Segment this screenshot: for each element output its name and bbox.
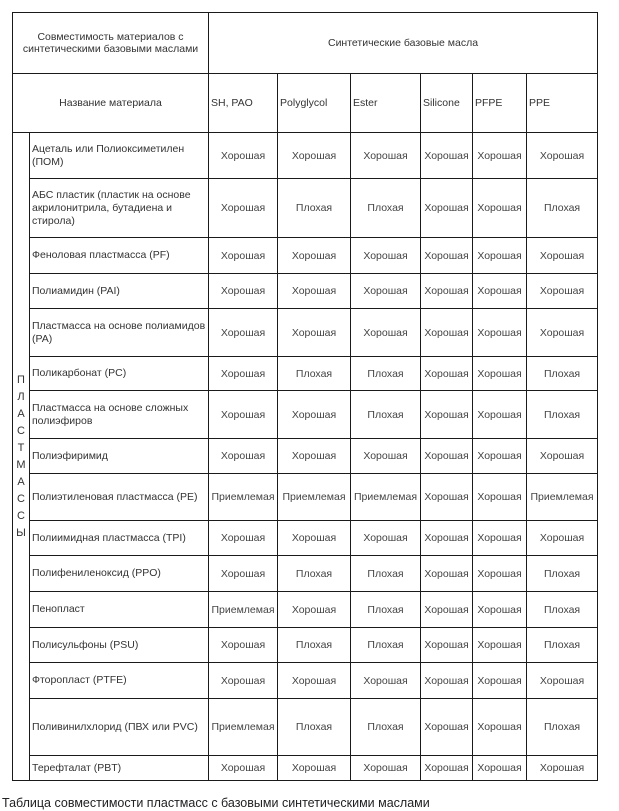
material-name: Полифениленоксид (PPO) [30, 556, 209, 592]
table-row [13, 628, 598, 663]
oil-header-silicone: Silicone [421, 74, 473, 133]
side-label-letter: С [17, 425, 25, 437]
compatibility-value: Хорошая [278, 274, 351, 309]
table-row [13, 699, 598, 756]
compatibility-value: Хорошая [473, 556, 527, 592]
oils-group-header: Синтетические базовые масла [209, 13, 598, 74]
side-label-letters [16, 374, 26, 539]
compatibility-value: Плохая [527, 699, 598, 756]
side-label-letter: А [17, 476, 25, 488]
oil-header-polyglycol: Polyglycol [278, 74, 351, 133]
compatibility-value: Хорошая [209, 309, 278, 357]
side-label-letter: Ы [16, 527, 26, 539]
compatibility-value: Хорошая [351, 274, 421, 309]
compatibility-value: Приемлемая [209, 699, 278, 756]
table-row [13, 474, 598, 521]
compatibility-value: Хорошая [527, 663, 598, 699]
compatibility-value: Хорошая [209, 274, 278, 309]
material-name: Феноловая пластмасса (PF) [30, 238, 209, 274]
oil-header-ppe: PPE [527, 74, 598, 133]
compatibility-value: Хорошая [421, 133, 473, 179]
compatibility-value: Хорошая [527, 274, 598, 309]
side-label-letter: Л [17, 391, 25, 403]
compatibility-value: Хорошая [209, 756, 278, 781]
compatibility-value: Хорошая [527, 439, 598, 474]
side-label-letter: А [17, 408, 25, 420]
table-row [13, 179, 598, 238]
compatibility-value: Хорошая [351, 133, 421, 179]
header-row-top [13, 13, 598, 74]
table-row [13, 439, 598, 474]
compatibility-value: Хорошая [421, 628, 473, 663]
compatibility-value: Плохая [527, 357, 598, 391]
material-name: Пластмасса на основе полиамидов (PA) [30, 309, 209, 357]
side-label-letter: С [17, 510, 25, 522]
compatibility-value: Плохая [351, 179, 421, 238]
side-label-letter: П [17, 374, 25, 386]
compatibility-value: Хорошая [351, 238, 421, 274]
material-column-header: Название материала [13, 74, 209, 133]
table-row [13, 357, 598, 391]
material-name: Ацеталь или Полиоксиметилен (ПОМ) [30, 133, 209, 179]
compatibility-value: Хорошая [278, 439, 351, 474]
compatibility-value: Плохая [527, 556, 598, 592]
oil-header-pfpe: PFPE [473, 74, 527, 133]
compatibility-value: Хорошая [351, 521, 421, 556]
compatibility-value: Плохая [278, 179, 351, 238]
compatibility-value: Хорошая [527, 133, 598, 179]
compatibility-value: Хорошая [278, 391, 351, 439]
header-row-oils [13, 74, 598, 133]
material-name: Полисульфоны (PSU) [30, 628, 209, 663]
table-row [13, 521, 598, 556]
compatibility-value: Хорошая [351, 663, 421, 699]
compatibility-value: Хорошая [473, 699, 527, 756]
compatibility-value: Плохая [527, 391, 598, 439]
table-row [13, 592, 598, 628]
compatibility-value: Хорошая [421, 391, 473, 439]
compatibility-table [12, 12, 598, 781]
compatibility-value: Хорошая [527, 238, 598, 274]
compatibility-value: Хорошая [278, 592, 351, 628]
side-label-letter: С [17, 493, 25, 505]
compatibility-value: Плохая [351, 592, 421, 628]
material-name: Полиэфиримид [30, 439, 209, 474]
compatibility-value: Хорошая [421, 663, 473, 699]
compatibility-value: Хорошая [209, 391, 278, 439]
oil-header-sh-pao: SH, PAO [209, 74, 278, 133]
compatibility-value: Хорошая [473, 357, 527, 391]
material-name: Фторопласт (PTFE) [30, 663, 209, 699]
compatibility-value: Хорошая [278, 238, 351, 274]
material-name: Поликарбонат (PC) [30, 357, 209, 391]
table-row [13, 133, 598, 179]
compatibility-value: Хорошая [278, 663, 351, 699]
table-row [13, 756, 598, 781]
compatibility-value: Хорошая [473, 309, 527, 357]
compatibility-value: Хорошая [421, 756, 473, 781]
table-corner-title: Совместимость материалов с синтетическими базовыми маслами [13, 13, 209, 74]
material-name: Пенопласт [30, 592, 209, 628]
compatibility-value: Приемлемая [351, 474, 421, 521]
compatibility-value: Хорошая [421, 474, 473, 521]
compatibility-value: Хорошая [351, 309, 421, 357]
compatibility-value: Хорошая [209, 521, 278, 556]
compatibility-value: Хорошая [421, 592, 473, 628]
material-name: Полиимидная пластмасса (TPI) [30, 521, 209, 556]
compatibility-value: Хорошая [351, 756, 421, 781]
table-row [13, 274, 598, 309]
compatibility-value: Хорошая [421, 699, 473, 756]
compatibility-value: Плохая [351, 556, 421, 592]
compatibility-value: Хорошая [209, 556, 278, 592]
compatibility-value: Плохая [278, 699, 351, 756]
compatibility-value: Приемлемая [209, 592, 278, 628]
side-label-letter: М [16, 459, 26, 471]
compatibility-value: Хорошая [473, 238, 527, 274]
compatibility-value: Хорошая [473, 592, 527, 628]
material-name: Поливинилхлорид (ПВХ или PVC) [30, 699, 209, 756]
compatibility-value: Хорошая [473, 474, 527, 521]
compatibility-value: Плохая [527, 592, 598, 628]
compatibility-value: Хорошая [209, 628, 278, 663]
plastics-side-label [13, 133, 30, 781]
compatibility-value: Плохая [527, 179, 598, 238]
table-caption: Таблица совместимости пластмасс с базовыми синтетическими маслами [2, 796, 430, 810]
table-row [13, 391, 598, 439]
compatibility-value: Хорошая [473, 521, 527, 556]
compatibility-value: Хорошая [209, 238, 278, 274]
oil-header-ester: Ester [351, 74, 421, 133]
table-row [13, 238, 598, 274]
compatibility-value: Хорошая [473, 274, 527, 309]
compatibility-value: Хорошая [351, 439, 421, 474]
compatibility-value: Хорошая [421, 556, 473, 592]
compatibility-value: Приемлемая [527, 474, 598, 521]
compatibility-value: Хорошая [527, 756, 598, 781]
material-name: АБС пластик (пластик на основе акрилонитрила, бутадиена и стирола) [30, 179, 209, 238]
compatibility-value: Хорошая [421, 521, 473, 556]
side-label-letter: Т [17, 442, 25, 454]
compatibility-value: Хорошая [473, 179, 527, 238]
material-name: Терефталат (PBT) [30, 756, 209, 781]
compatibility-value: Хорошая [209, 179, 278, 238]
compatibility-value: Хорошая [421, 274, 473, 309]
compatibility-value: Хорошая [473, 628, 527, 663]
compatibility-value: Хорошая [473, 663, 527, 699]
compatibility-value: Плохая [351, 628, 421, 663]
compatibility-value: Плохая [278, 628, 351, 663]
compatibility-value: Хорошая [278, 521, 351, 556]
compatibility-value: Хорошая [278, 309, 351, 357]
compatibility-value: Хорошая [473, 439, 527, 474]
compatibility-value: Хорошая [421, 357, 473, 391]
compatibility-value: Плохая [278, 357, 351, 391]
compatibility-value: Плохая [527, 628, 598, 663]
compatibility-value: Плохая [351, 391, 421, 439]
compatibility-value: Хорошая [473, 756, 527, 781]
compatibility-value: Хорошая [421, 309, 473, 357]
compatibility-value: Хорошая [209, 357, 278, 391]
compatibility-value: Хорошая [421, 179, 473, 238]
compatibility-value: Плохая [351, 357, 421, 391]
compatibility-value: Хорошая [527, 309, 598, 357]
compatibility-value: Плохая [351, 699, 421, 756]
compatibility-value: Хорошая [278, 756, 351, 781]
compatibility-value: Хорошая [209, 133, 278, 179]
compatibility-value: Плохая [278, 556, 351, 592]
table-row [13, 556, 598, 592]
material-name: Полиамидин (PAI) [30, 274, 209, 309]
compatibility-value: Хорошая [209, 663, 278, 699]
compatibility-value: Хорошая [421, 439, 473, 474]
compatibility-value: Хорошая [278, 133, 351, 179]
compatibility-value: Приемлемая [209, 474, 278, 521]
table-row [13, 663, 598, 699]
compatibility-value: Хорошая [473, 133, 527, 179]
compatibility-value: Хорошая [209, 439, 278, 474]
compatibility-value: Хорошая [527, 521, 598, 556]
compatibility-value: Хорошая [421, 238, 473, 274]
table-row [13, 309, 598, 357]
table-body [13, 133, 598, 781]
compatibility-value: Хорошая [473, 391, 527, 439]
compatibility-value: Приемлемая [278, 474, 351, 521]
material-name: Полиэтиленовая пластмасса (PE) [30, 474, 209, 521]
material-name: Пластмасса на основе сложных полиэфиров [30, 391, 209, 439]
